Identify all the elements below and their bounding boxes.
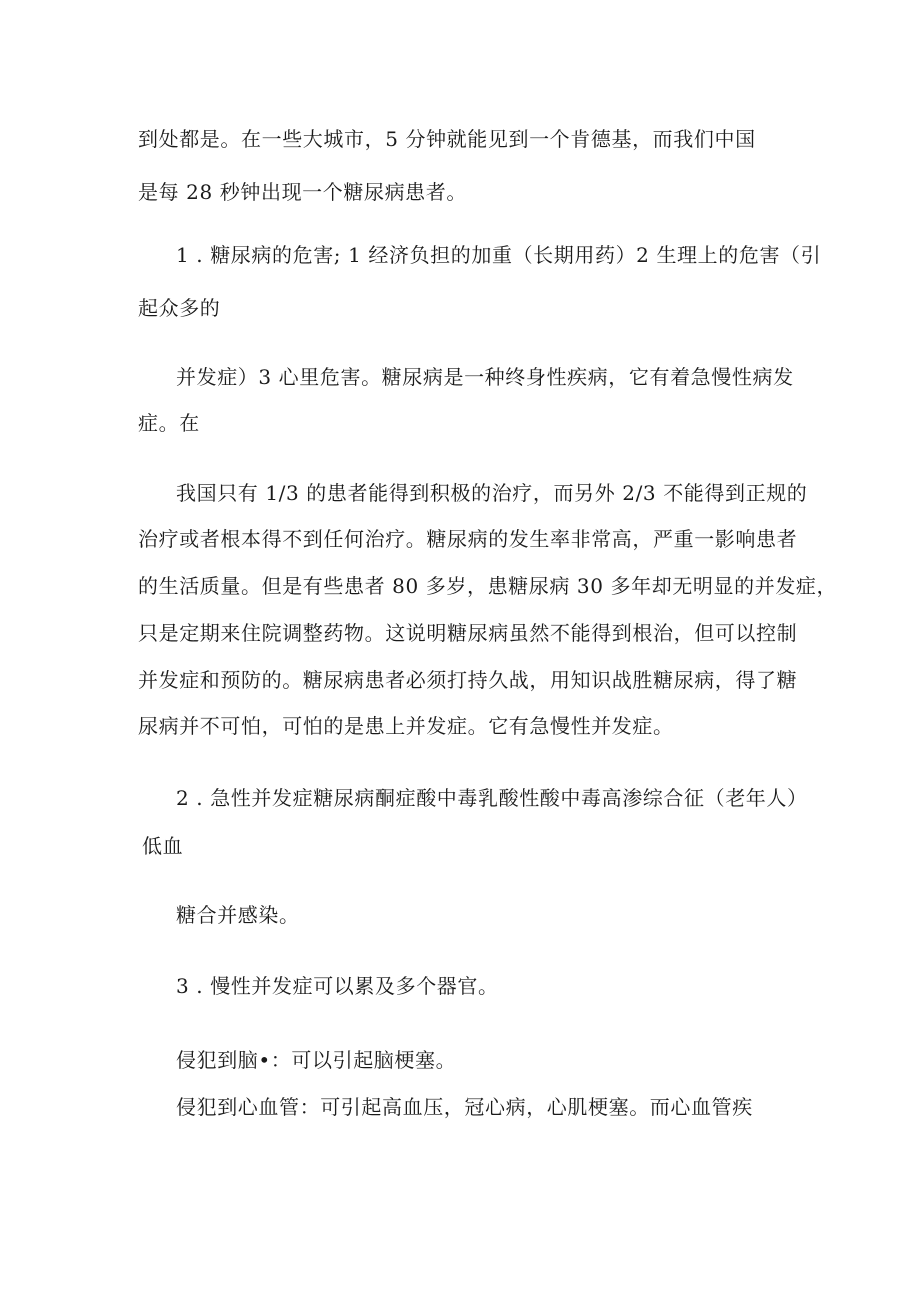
list-item-1-heading: 1 . 糖尿病的危害; 1 经济负担的加重（长期用药）2 生理上的危害（引 xyxy=(176,243,822,267)
text-line: 侵犯到脑•：可以引起脑梗塞。 xyxy=(176,1048,457,1072)
text-line: 尿病并不可怕，可怕的是患上并发症。它有急慢性并发症。 xyxy=(138,714,674,738)
list-item-3-heading: 3 . 慢性并发症可以累及多个器官。 xyxy=(176,974,499,998)
text-line: 到处都是。在一些大城市，5 分钟就能见到一个肯德基，而我们中国 xyxy=(138,127,756,151)
text-line: 的生活质量。但是有些患者 80 多岁，患糖尿病 30 多年却无明显的并发症， xyxy=(138,574,838,598)
text-line: 低血 xyxy=(142,834,184,858)
text-line: 只是定期来住院调整药物。这说明糖尿病虽然不能得到根治，但可以控制 xyxy=(138,621,798,645)
text-line: 是每 28 秒钟出现一个糖尿病患者。 xyxy=(138,180,467,204)
list-item-2-heading: 2 . 急性并发症糖尿病酮症酸中毒乳酸性酸中毒高渗综合征（老年人） xyxy=(176,786,808,810)
text-line: 症。在 xyxy=(138,411,200,435)
text-line: 并发症和预防的。糖尿病患者必须打持久战，用知识战胜糖尿病，得了糖 xyxy=(138,668,798,692)
text-line: 并发症）3 心里危害。糖尿病是一种终身性疾病，它有着急慢性病发 xyxy=(176,365,794,389)
text-line: 治疗或者根本得不到任何治疗。糖尿病的发生率非常高，严重一影响患者 xyxy=(138,527,798,551)
text-line: 糖合并感染。 xyxy=(176,903,300,927)
text-line: 起众多的 xyxy=(138,296,221,320)
text-line: 侵犯到心血管：可引起高血压，冠心病，心肌梗塞。而心血管疾 xyxy=(176,1095,753,1119)
text-line: 我国只有 1/3 的患者能得到积极的治疗，而另外 2/3 不能得到正规的 xyxy=(176,481,808,505)
